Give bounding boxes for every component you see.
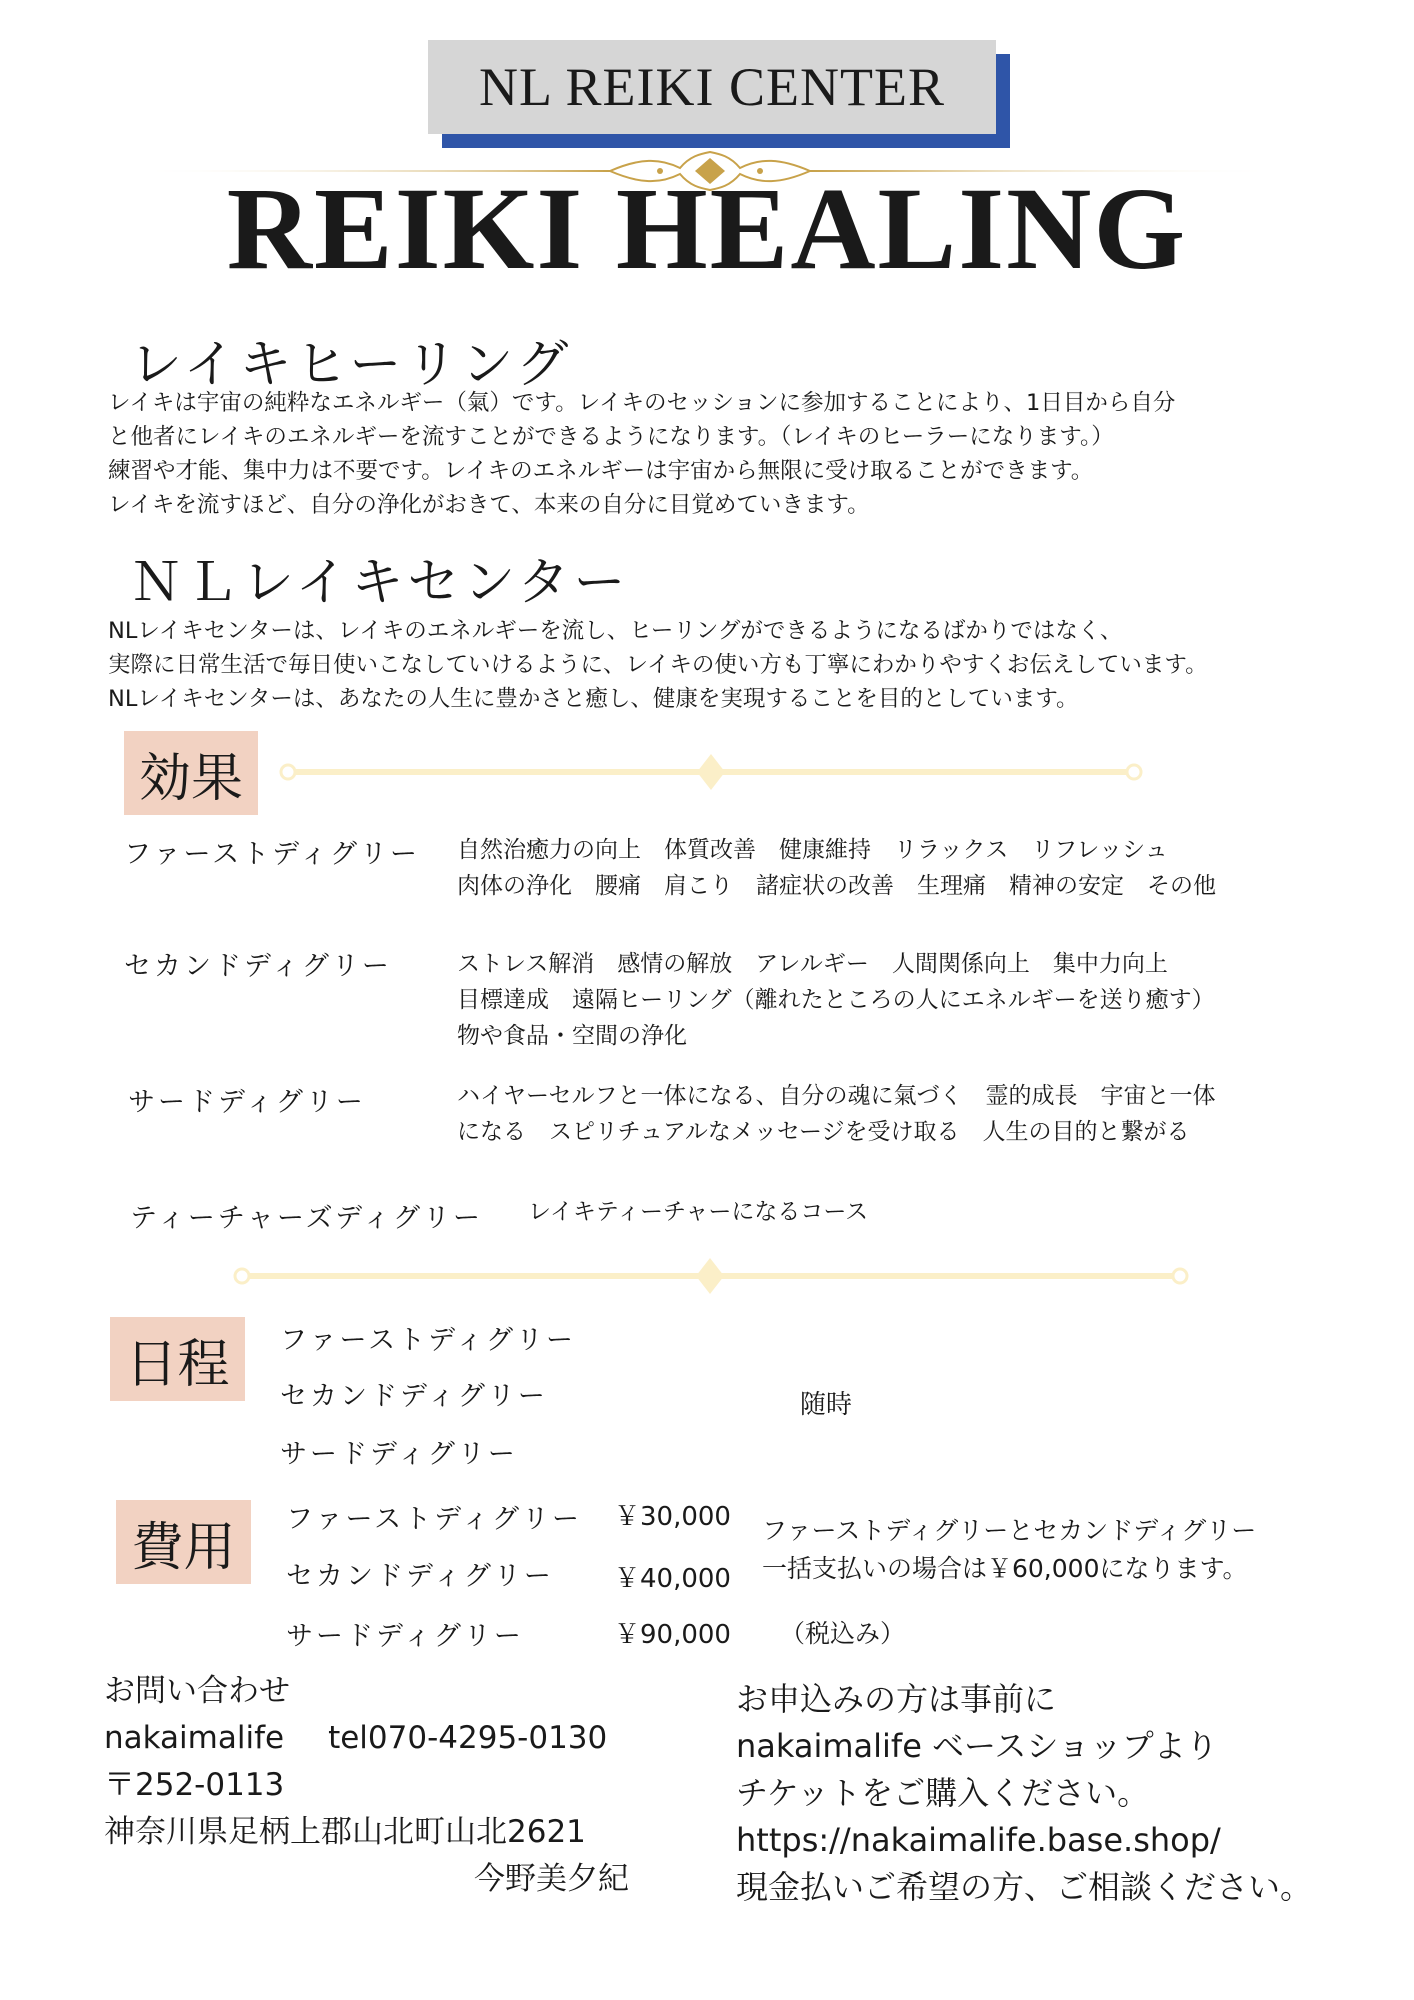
center-heading: ＮＬレイキセンター bbox=[130, 553, 630, 613]
effect-desc-third bbox=[457, 1078, 1216, 1150]
effect-desc-first bbox=[457, 832, 1216, 904]
effect-degree-first: ファーストディグリー bbox=[124, 839, 420, 870]
contact-name-tel bbox=[104, 1715, 607, 1762]
effect-line: ハイヤーセルフと一体になる、自分の魂に氣づく 霊的成長 宇宙と一体 bbox=[457, 1083, 1216, 1109]
center-line: NLレイキセンターは、レイキのエネルギーを流し、ヒーリングができるようになるばかりではなく、 bbox=[108, 618, 1123, 644]
fee-note bbox=[762, 1512, 1256, 1588]
schedule-degree: ファーストディグリー bbox=[280, 1325, 576, 1356]
effect-line: 目標達成 遠隔ヒーリング（離れたところの人にエネルギーを送り癒す） bbox=[457, 987, 1215, 1013]
apply-line: nakaimalife ベースショップより bbox=[736, 1727, 1218, 1765]
schedule-degree: セカンドディグリー bbox=[280, 1381, 548, 1412]
tax-note: （税込み） bbox=[780, 1619, 906, 1648]
effect-line: 物や食品・空間の浄化 bbox=[457, 1023, 687, 1049]
center-name-box bbox=[428, 40, 996, 134]
main-title: REIKI HEALING bbox=[226, 163, 1188, 294]
contact-block bbox=[104, 1668, 607, 1856]
apply-line: チケットをご購入ください。 bbox=[736, 1774, 1150, 1812]
effects-tag: 効果 bbox=[124, 731, 258, 815]
intro-line: レイキを流すほど、自分の浄化がおきて、本来の自分に目覚めていきます。 bbox=[108, 492, 870, 518]
contact-name: nakaimalife bbox=[104, 1720, 285, 1756]
effect-line: ストレス解消 感情の解放 アレルギー 人間関係向上 集中力向上 bbox=[457, 951, 1168, 977]
intro-paragraph bbox=[108, 386, 1328, 522]
intro-heading: レイキヒーリング bbox=[130, 335, 573, 395]
effect-line: 肉体の浄化 腰痛 肩こり 諸症状の改善 生理痛 精神の安定 その他 bbox=[457, 873, 1216, 899]
contact-address: 神奈川県足柄上郡山北町山北2621 bbox=[104, 1814, 586, 1850]
intro-line: と他者にレイキのエネルギーを流すことができるようになります。（レイキのヒーラーになります。） bbox=[108, 424, 1114, 450]
effect-line: 自然治癒力の向上 体質改善 健康維持 リラックス リフレッシュ bbox=[457, 837, 1168, 863]
schedule-degree: サードディグリー bbox=[280, 1439, 518, 1470]
schedule-tag: 日程 bbox=[110, 1317, 245, 1401]
center-line: NLレイキセンターは、あなたの人生に豊かさと癒し、健康を実現することを目的としています。 bbox=[108, 686, 1079, 712]
teacher-degree: ティーチャーズディグリー bbox=[130, 1203, 483, 1234]
fee-price: ￥30,000 bbox=[614, 1502, 731, 1532]
apply-line: 現金払いご希望の方、ご相談ください。 bbox=[736, 1868, 1313, 1906]
cream-divider bbox=[278, 752, 1144, 792]
contact-postal: 〒252-0113 bbox=[104, 1767, 285, 1803]
effect-degree-third: サードディグリー bbox=[128, 1087, 366, 1118]
contact-title: お問い合わせ bbox=[104, 1673, 290, 1709]
cream-divider bbox=[232, 1256, 1190, 1296]
intro-line: レイキは宇宙の純粋なエネルギー（氣）です。レイキのセッションに参加することにより、1日目から自分 bbox=[108, 390, 1176, 416]
intro-line: 練習や才能、集中力は不要です。レイキのエネルギーは宇宙から無限に受け取ることができます。 bbox=[108, 458, 1094, 484]
fee-price: ￥40,000 bbox=[614, 1564, 731, 1594]
apply-line: お申込みの方は事前に bbox=[736, 1680, 1057, 1718]
fee-degree: ファーストディグリー bbox=[286, 1504, 582, 1535]
fee-note-line: ファーストディグリーとセカンドディグリー bbox=[762, 1516, 1257, 1545]
effect-line: になる スピリチュアルなメッセージを受け取る 人生の目的と繋がる bbox=[457, 1119, 1190, 1145]
shop-url[interactable]: https://nakaimalife.base.shop/ bbox=[736, 1821, 1221, 1859]
fee-note-line: 一括支払いの場合は￥60,000になります。 bbox=[762, 1554, 1248, 1583]
fee-price: ￥90,000 bbox=[614, 1620, 731, 1650]
center-line: 実際に日常生活で毎日使いこなしていけるように、レイキの使い方も丁寧にわかりやすくお伝えしています。 bbox=[108, 652, 1208, 678]
schedule-value: 随時 bbox=[800, 1390, 853, 1420]
fee-degree: セカンドディグリー bbox=[286, 1561, 554, 1592]
apply-block bbox=[736, 1676, 1312, 1911]
center-name: NL REIKI CENTER bbox=[479, 57, 945, 117]
contact-person: 今野美夕紀 bbox=[474, 1861, 629, 1897]
fee-degree: サードディグリー bbox=[286, 1621, 524, 1652]
effect-desc-second bbox=[457, 946, 1215, 1054]
fees-tag: 費用 bbox=[116, 1500, 251, 1584]
contact-tel: tel070-4295-0130 bbox=[328, 1720, 608, 1756]
teacher-desc: レイキティーチャーになるコース bbox=[528, 1199, 869, 1225]
effect-degree-second: セカンドディグリー bbox=[124, 951, 392, 982]
center-paragraph bbox=[108, 614, 1328, 716]
